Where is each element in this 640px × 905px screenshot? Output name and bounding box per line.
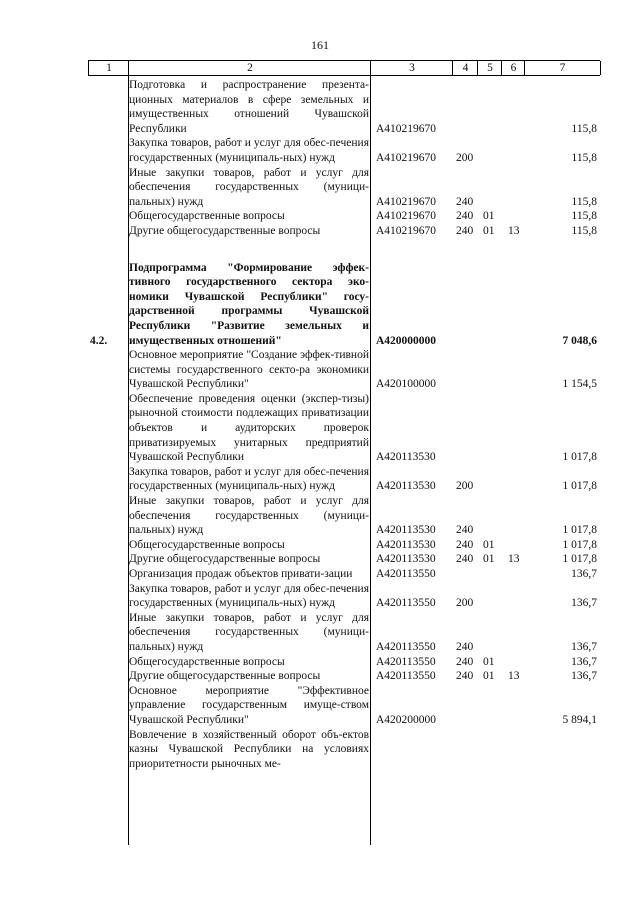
row-expense-type: 200 <box>456 597 474 610</box>
table-row <box>0 261 640 349</box>
header-col-7: 7 <box>524 61 601 75</box>
table-row <box>0 78 640 136</box>
row-section: 01 <box>483 553 495 566</box>
row-code: А420113550 <box>376 597 436 610</box>
row-name: Основное мероприятие "Эффективное управление государственным имуще-ством Чувашской Республики" <box>129 684 369 726</box>
table-row <box>0 684 640 728</box>
row-amount: 1 017,8 <box>562 451 597 464</box>
table-row <box>0 209 640 224</box>
budget-table-body <box>0 78 640 771</box>
row-code: А420000000 <box>376 334 437 347</box>
table-row <box>0 166 640 210</box>
row-expense-type: 240 <box>456 210 474 223</box>
row-code: А420200000 <box>376 713 437 726</box>
row-subsection: 13 <box>508 670 520 683</box>
row-amount: 136,7 <box>571 655 597 668</box>
row-code: А420113530 <box>376 553 436 566</box>
row-name: Общегосударственные вопросы <box>129 538 285 551</box>
table-row <box>0 494 640 538</box>
header-col-1: 1 <box>88 61 129 75</box>
row-code: А420113530 <box>376 480 436 493</box>
row-code: А420113530 <box>376 538 436 551</box>
row-name: Основное мероприятие "Создание эффек-тивной системы государственного секто-ра экономики Чувашской Республики" <box>129 349 369 391</box>
row-expense-type: 240 <box>456 538 474 551</box>
table-row <box>0 538 640 553</box>
row-section: 01 <box>483 538 495 551</box>
row-code: А410219670 <box>376 195 437 208</box>
table-row <box>0 655 640 670</box>
header-col-4: 4 <box>452 61 478 75</box>
row-name: Закупка товаров, работ и услуг для обес-печения государственных (муниципаль-ных) нужд <box>129 465 369 493</box>
row-name: Вовлечение в хозяйственный оборот объ-ектов казны Чувашской Республики на условиях приоритетности рыночных ме- <box>129 728 369 770</box>
row-amount: 136,7 <box>571 568 597 580</box>
row-subsection: 13 <box>508 224 520 237</box>
row-amount: 1 017,8 <box>562 524 597 537</box>
header-col-2: 2 <box>128 61 371 75</box>
row-amount: 1 017,8 <box>562 480 597 493</box>
row-code: А420113550 <box>376 655 436 668</box>
row-code: А420113550 <box>376 568 436 580</box>
header-col-3: 3 <box>370 61 453 75</box>
table-row <box>0 348 640 392</box>
row-section: 01 <box>483 224 495 237</box>
row-code: А420113550 <box>376 670 436 683</box>
row-expense-type: 240 <box>456 553 474 566</box>
row-code: А410219670 <box>376 151 437 164</box>
row-amount: 115,8 <box>571 224 597 237</box>
row-name: Общегосударственные вопросы <box>129 655 285 668</box>
row-name: Подготовка и распространение презента-ционных материалов в сфере земельных и имущественных отношений Чувашской Республики <box>129 79 369 135</box>
header-col-5: 5 <box>477 61 502 75</box>
row-amount: 115,8 <box>571 151 597 164</box>
table-row <box>0 582 640 611</box>
header-col-6: 6 <box>501 61 525 75</box>
row-code: А410219670 <box>376 224 437 237</box>
group-spacer <box>0 239 640 261</box>
row-name: Подпрограмма "Формирование эффек-тивного государственного сектора эко-номики Чувашской Республики" госу-дарственной программы Чувашской Республики "Развитие земельных и имущественных отношений" <box>129 261 369 347</box>
table-row <box>0 392 640 465</box>
row-section: 01 <box>483 670 495 683</box>
row-amount: 115,8 <box>571 210 597 223</box>
row-code: А420100000 <box>376 378 437 391</box>
row-expense-type: 240 <box>456 670 474 683</box>
row-expense-type: 240 <box>456 224 474 237</box>
row-expense-type: 240 <box>456 640 474 653</box>
row-code: А420113530 <box>376 524 436 537</box>
table-row <box>0 611 640 655</box>
row-amount: 1 154,5 <box>562 378 597 391</box>
table-row <box>0 136 640 165</box>
row-amount: 136,7 <box>571 670 597 683</box>
row-name: Организация продаж объектов привати-зации <box>129 568 353 580</box>
table-row <box>0 224 640 239</box>
row-group-b <box>0 261 640 772</box>
row-amount: 136,7 <box>571 597 597 610</box>
table-row <box>0 465 640 494</box>
row-amount: 1 017,8 <box>562 553 597 566</box>
row-code: А410219670 <box>376 122 437 135</box>
row-name: Иные закупки товаров, работ и услуг для обеспечения государственных (муници-пальных) нужд <box>129 166 369 208</box>
row-amount: 5 894,1 <box>562 713 597 726</box>
row-name: Другие общегосударственные вопросы <box>129 224 321 237</box>
row-code: А420113530 <box>376 451 436 464</box>
row-amount: 115,8 <box>571 122 597 135</box>
row-name: Иные закупки товаров, работ и услуг для обеспечения государственных (муници-пальных) нужд <box>129 495 369 537</box>
row-name: Закупка товаров, работ и услуг для обес-печения государственных (муниципаль-ных) нужд <box>129 137 369 164</box>
row-name: Закупка товаров, работ и услуг для обес-печения государственных (муниципаль-ных) нужд <box>129 582 369 610</box>
row-amount: 1 017,8 <box>562 538 597 551</box>
row-name: Другие общегосударственные вопросы <box>129 553 321 566</box>
row-subsection: 13 <box>508 553 520 566</box>
row-code: А410219670 <box>376 210 437 223</box>
page-number: 161 <box>311 38 329 52</box>
row-name: Другие общегосударственные вопросы <box>129 670 321 683</box>
row-name: Обеспечение проведения оценки (экспер-тизы) рыночной стоимости подлежащих приватизации объектов и аудиторских проверок приватизируемых унитарных предприятий Чувашской Республики <box>129 392 369 464</box>
row-number: 4.2. <box>90 334 108 347</box>
row-amount: 7 048,6 <box>562 334 597 347</box>
row-amount: 136,7 <box>571 640 597 653</box>
row-expense-type: 240 <box>456 524 474 537</box>
table-row <box>0 552 640 567</box>
row-section: 01 <box>483 655 495 668</box>
row-expense-type: 200 <box>456 151 474 164</box>
row-expense-type: 200 <box>456 480 474 493</box>
row-name: Общегосударственные вопросы <box>129 210 285 223</box>
row-expense-type: 240 <box>456 655 474 668</box>
row-section: 01 <box>483 210 495 223</box>
row-code: А420113550 <box>376 640 436 653</box>
row-group-a <box>0 78 640 239</box>
table-row <box>0 728 640 772</box>
row-name: Иные закупки товаров, работ и услуг для обеспечения государственных (муници-пальных) нужд <box>129 611 369 653</box>
table-row <box>0 567 640 582</box>
row-expense-type: 240 <box>456 195 474 208</box>
table-row <box>0 669 640 684</box>
row-amount: 115,8 <box>571 195 597 208</box>
